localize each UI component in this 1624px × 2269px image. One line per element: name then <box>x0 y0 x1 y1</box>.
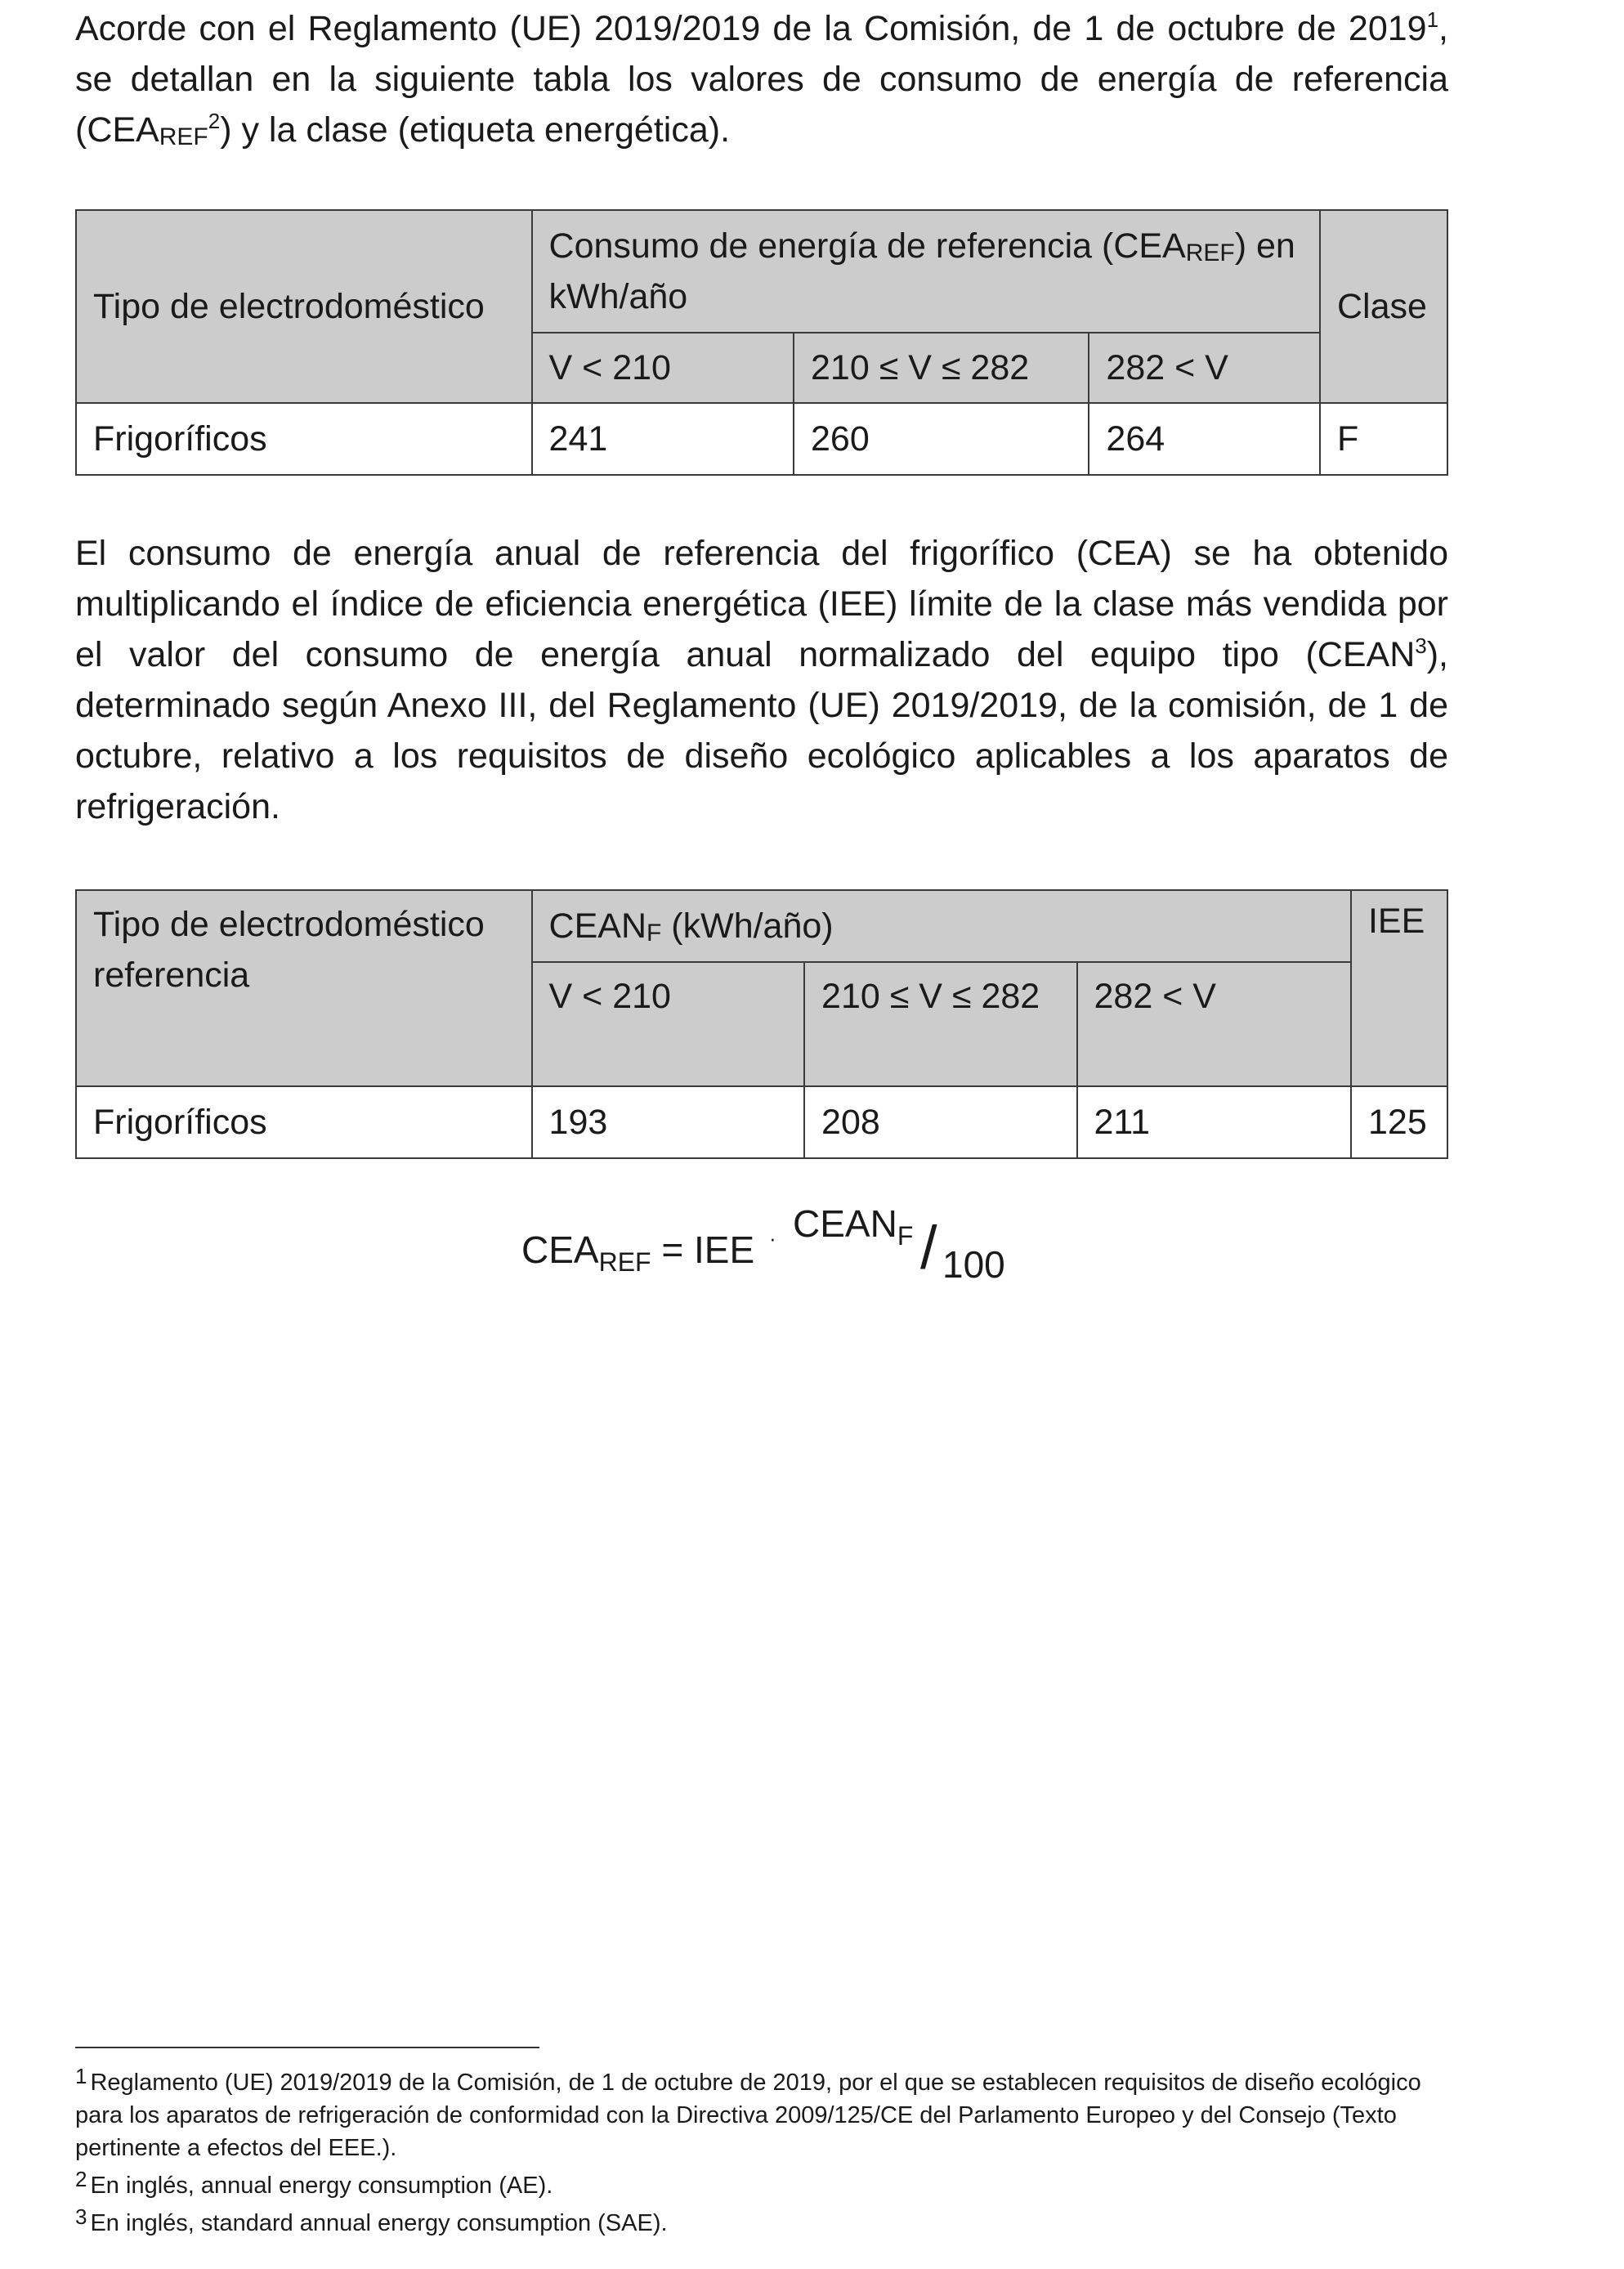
cell-value: 260 <box>794 403 1089 475</box>
cell-appliance: Frigoríficos <box>76 1086 532 1158</box>
cell-iee: 125 <box>1351 1086 1447 1158</box>
header-cean: $CEAN_F$ (kWh/año) <box>532 890 1351 962</box>
method-paragraph: El consumo de energía anual de referencia del frigorífico (CEA) se ha obtenido multiplicando el índice de eficiencia energética (IEE) límite de la clase más vendida por el valor del consumo de energía anual normalizado del equipo tipo (CEAN$^3$), determinado según Anexo III, del Reglamento (UE) 2019/2019, de la comisión, de 1 de octubre, relativo a los requisitos de diseño ecológico aplicables a los aparatos de refrigeración. <box>75 534 1448 826</box>
footnote: $^1$ Reglamento (UE) 2019/2019 de la Comisión, de 1 de octubre de 2019, por el que se establecen requisitos de diseño ecológico para los aparatos de refrigeración de conformidad con la Directiva 2009/125/CE del Parlamento Europeo y del Consejo (Texto pertinente a efectos del EEE.). <box>75 2064 1421 2161</box>
cell-value: 264 <box>1089 403 1320 475</box>
header-range: 282 < V <box>1089 333 1320 403</box>
header-range: V < 210 <box>532 333 794 403</box>
header-range: 210 ≤ V ≤ 282 <box>804 962 1076 1086</box>
reference-consumption-table <box>75 209 1448 476</box>
cell-value: 241 <box>532 403 794 475</box>
footnote-ref-1: 1 <box>1426 7 1439 32</box>
cell-appliance: Frigoríficos <box>76 403 532 475</box>
cell-class: F <box>1320 403 1447 475</box>
footnote-ref-3: 3 <box>1415 633 1427 658</box>
cell-value: 211 <box>1077 1086 1351 1158</box>
header-appliance-type: Tipo de electrodoméstico referencia <box>76 890 532 1086</box>
header-reference-consumption: Consumo de energía de referencia $(CEA_{REF})$ en kWh/año <box>532 210 1320 333</box>
footnote-separator <box>75 2047 539 2048</box>
header-range: 210 ≤ V ≤ 282 <box>794 333 1089 403</box>
footnote-ref-2: 2 <box>208 109 221 133</box>
cell-value: 208 <box>804 1086 1076 1158</box>
intro-paragraph: Acorde con el Reglamento (UE) 2019/2019 de la Comisión, de 1 de octubre de 2019$^1$, se detallan en la siguiente tabla los valores de consumo de energía de referencia $(CEA_{REF}^2)$ y la clase (etiqueta energética). <box>75 7 1448 150</box>
header-appliance-type: Tipo de electrodoméstico <box>76 210 532 403</box>
header-class: Clase <box>1320 210 1447 403</box>
footnote: $^3$ En inglés, standard annual energy consumption (SAE). <box>75 2204 668 2236</box>
header-range: V < 210 <box>532 962 804 1086</box>
footnote: $^2$ En inglés, annual energy consumption (AE). <box>75 2167 553 2199</box>
table-row <box>76 1086 1447 1158</box>
formula: $CEA_{REF}$ = IEE · $CEAN_F$ / 100 <box>521 1202 1005 1286</box>
table-row <box>76 403 1447 475</box>
footnotes <box>75 2066 1448 2244</box>
header-iee: IEE <box>1351 890 1447 1086</box>
header-range: 282 < V <box>1077 962 1351 1086</box>
cell-value: 193 <box>532 1086 804 1158</box>
standard-consumption-table <box>75 889 1448 1159</box>
